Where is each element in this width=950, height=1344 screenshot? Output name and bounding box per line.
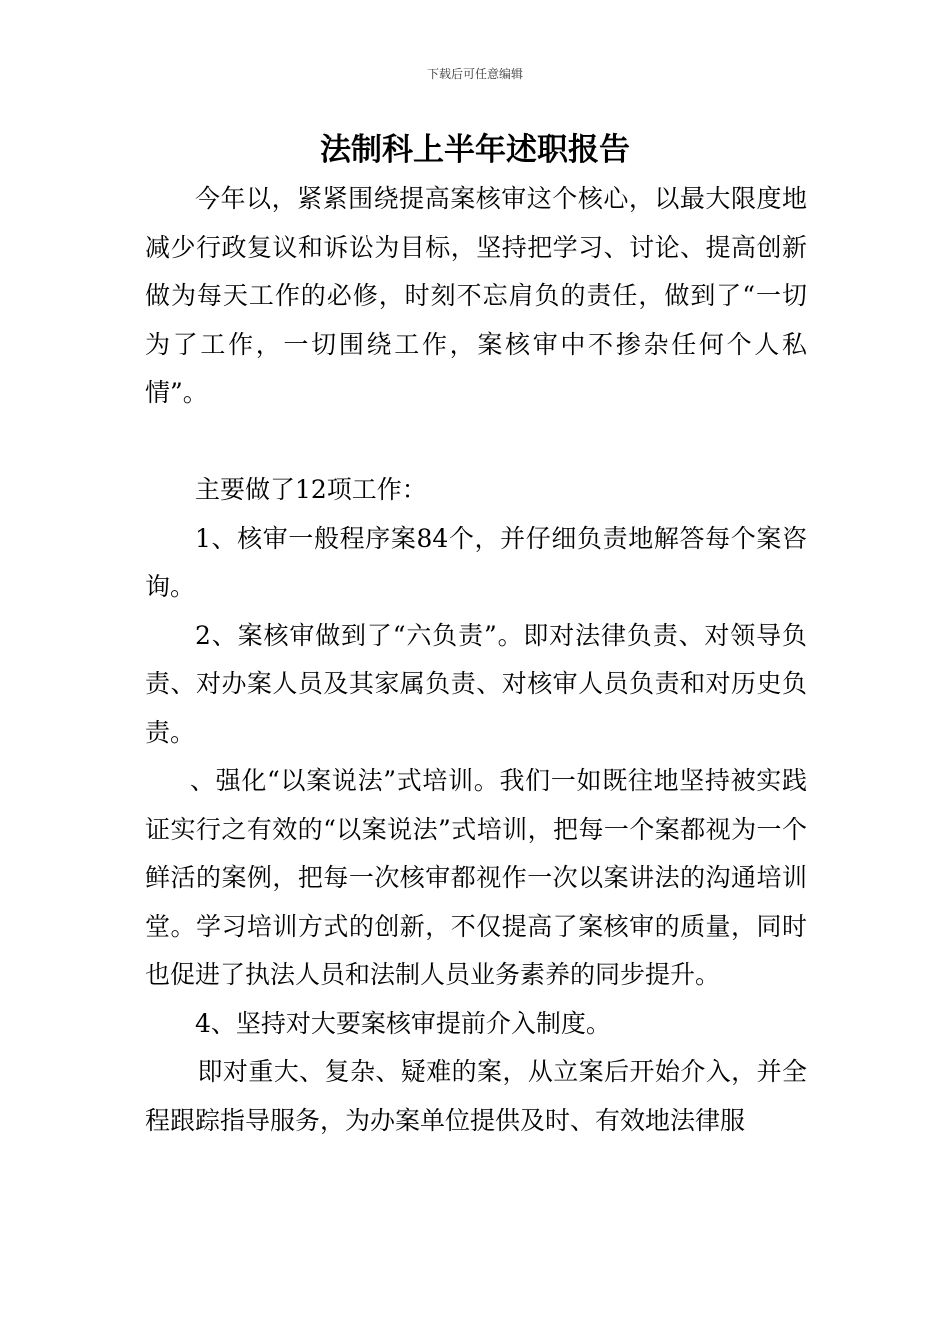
paragraph-item-4-detail: 即对重大、复杂、疑难的案，从立案后开始介入，并全程跟踪指导服务，为办案单位提供及时、有效地法律服: [145, 1057, 807, 1135]
paragraph-item-3: 、强化“以案说法”式培训。我们一如既往地坚持被实践证实行之有效的“以案说法”式培训，把每一个案都视为一个鲜活的案例，把每一次核审都视作一次以案讲法的沟通培训堂。学习培训方式的创新，不仅提高了案核审的质量，同时也促进了执法人员和法制人员业务素养的同步提升。: [145, 766, 807, 989]
paragraph-item-2: 2、案核审做到了“六负责”。即对法律负责、对领导负责、对办案人员及其家属负责、对核审人员负责和对历史负责。: [145, 620, 807, 747]
document-body: [145, 175, 807, 1145]
header-note: 下载后可任意编辑: [426, 67, 523, 81]
paragraph-intro: 今年以，紧紧围绕提高案核审这个核心，以最大限度地减少行政复议和诉讼为目标，坚持把学习、讨论、提高创新做为每天工作的必修，时刻不忘肩负的责任，做到了“一切为了工作，一切围绕工作，案核审中不掺杂任何个人私情”。: [145, 184, 807, 407]
paragraph-item-1: 1、核审一般程序案84个，并仔细负责地解答每个案咨询。: [145, 523, 807, 601]
paragraph-summary: 主要做了12项工作：: [195, 475, 427, 504]
paragraph-item-4: 4、坚持对大要案核审提前介入制度。: [195, 1008, 611, 1038]
document-title: 法制科上半年述职报告: [320, 132, 630, 168]
paragraph-gap: [145, 418, 807, 467]
